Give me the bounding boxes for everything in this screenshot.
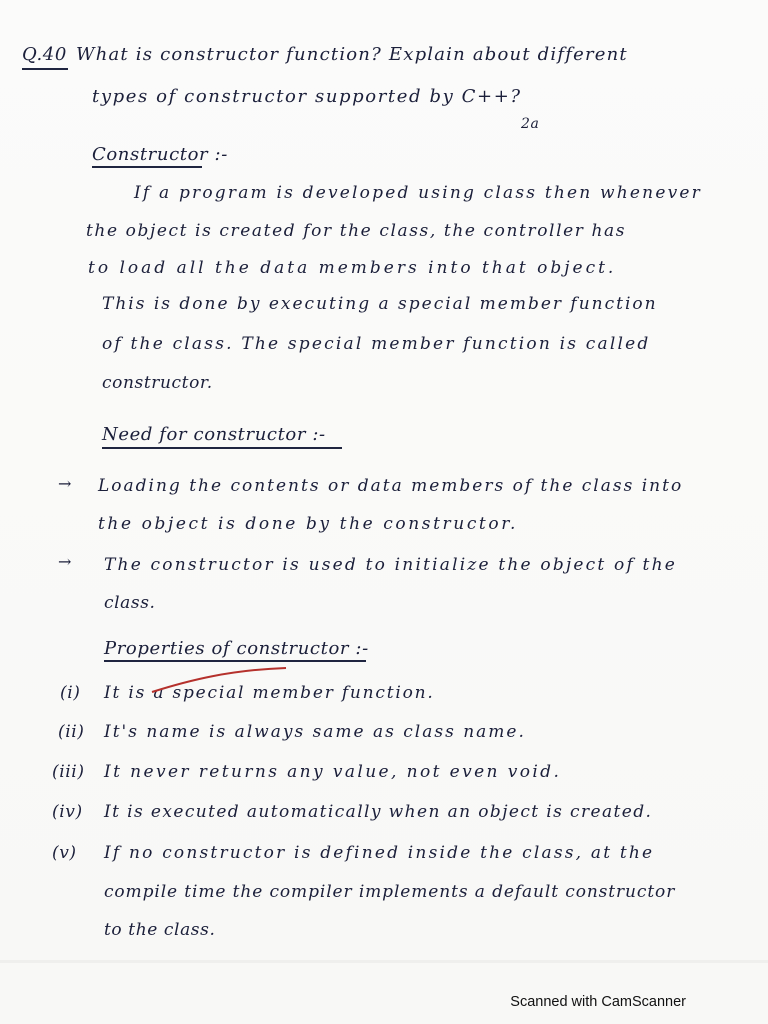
property-3-marker: (iii) xyxy=(52,762,85,782)
properties-heading-underline xyxy=(104,660,366,662)
need-item-2-line-1: The constructor is used to initialize the object of the xyxy=(104,555,678,575)
property-3-text: It never returns any value, not even void. xyxy=(104,762,562,782)
property-1-text: It is a special member function. xyxy=(104,683,435,703)
need-item-1-line-1: Loading the contents or data members of the class into xyxy=(98,476,684,496)
property-5-text-line-3: to the class. xyxy=(104,920,216,940)
need-bullet-2: → xyxy=(58,552,72,571)
question-line-2: types of constructor supported by C++? xyxy=(92,86,522,107)
camscanner-watermark: Scanned with CamScanner xyxy=(510,994,686,1010)
constructor-line-2: the object is created for the class, the controller has xyxy=(86,221,627,241)
need-item-1-line-2: the object is done by the constructor. xyxy=(98,514,519,534)
property-1-marker: (i) xyxy=(60,683,81,703)
question-marks: 2a xyxy=(521,116,540,132)
constructor-line-6: constructor. xyxy=(102,373,213,393)
property-5-marker: (v) xyxy=(52,843,77,863)
property-4-marker: (iv) xyxy=(52,802,83,822)
property-2-marker: (ii) xyxy=(58,722,85,742)
question-number-underline xyxy=(22,68,68,70)
property-5-text-line-2: compile time the compiler implements a default constructor xyxy=(104,882,676,902)
constructor-line-4: This is done by executing a special member function xyxy=(102,294,658,314)
property-5-text-line-1: If no constructor is defined inside the class, at the xyxy=(104,843,655,863)
need-bullet-1: → xyxy=(58,474,72,493)
constructor-line-3: to load all the data members into that object. xyxy=(88,258,617,278)
red-correction-mark xyxy=(150,666,290,696)
need-heading: Need for constructor :- xyxy=(102,424,326,445)
constructor-line-1: If a program is developed using class then whenever xyxy=(134,183,702,203)
property-4-text: It is executed automatically when an object is created. xyxy=(104,802,653,822)
constructor-line-5: of the class. The special member function is called xyxy=(102,334,651,354)
question-line-1: What is constructor function? Explain about different xyxy=(76,44,628,65)
question-number: Q.40 xyxy=(22,44,67,65)
property-2-text: It's name is always same as class name. xyxy=(104,722,526,742)
page-bottom-edge xyxy=(0,960,768,963)
need-heading-underline xyxy=(102,447,342,449)
properties-heading: Properties of constructor :- xyxy=(104,638,369,659)
need-item-2-line-2: class. xyxy=(104,593,156,613)
constructor-heading-underline xyxy=(92,166,202,168)
constructor-heading: Constructor :- xyxy=(92,144,228,165)
